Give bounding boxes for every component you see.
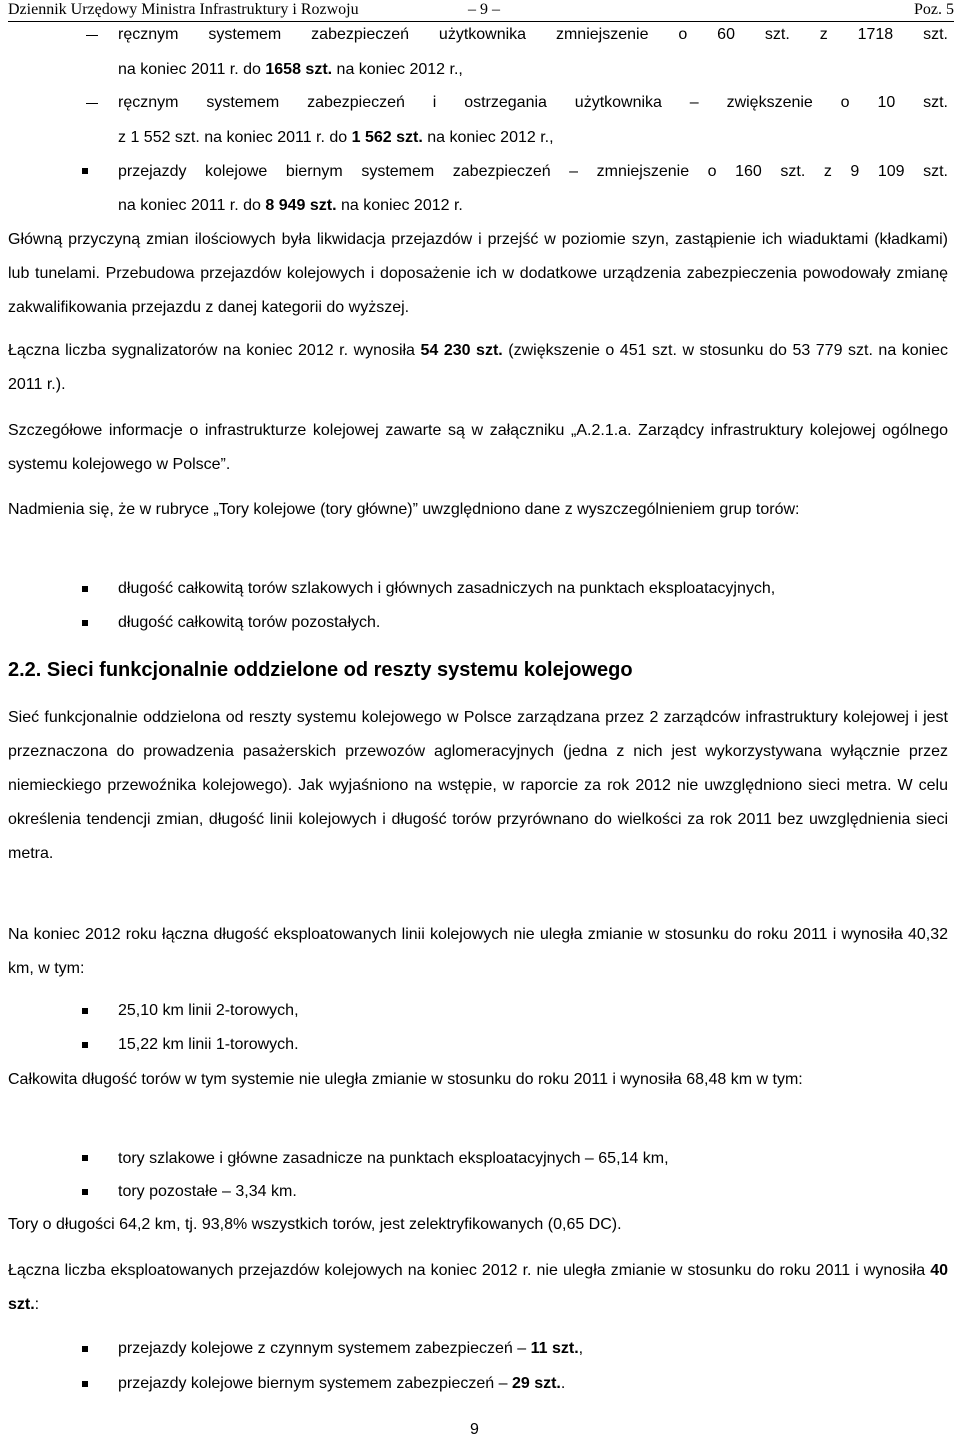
square-bullet [82,586,88,592]
header-page: – 9 – [468,1,500,18]
list-item: 15,22 km linii 1-torowych. [118,1036,299,1053]
paragraph: Na koniec 2012 roku łączna długość eksploatowanych linii kolejowych nie uległa zmianie w stosunku do roku 2011 i wynosiła 40,32 km, w tym: [8,926,948,977]
header-position: Poz. 5 [914,1,954,18]
list-item: długość całkowitą torów szlakowych i głównych zasadniczych na punktach eksploatacyjnych, [118,580,776,597]
paragraph: Całkowita długość torów w tym systemie nie uległa zmianie w stosunku do roku 2011 i wynosiła 68,48 km w tym: [8,1071,803,1088]
paragraph: Główną przyczyną zmian ilościowych była likwidacja przejazdów i przejść w poziomie szyn, zastąpienie ich wiaduktami (kładkami) lub tunelami. Przebudowa przejazdów kolejowych i doposażenie ich w dodatkowe urządzenia zabezpieczenia powodowały zmianę zakwalifikowania przejazdu z danej kategorii do wyższej. [8,231,948,316]
list-item: przejazdy kolejowe biernym systemem zabezpieczeń – 29 szt.. [118,1375,566,1392]
list-item: 25,10 km linii 2-torowych, [118,1002,299,1019]
square-bullet [82,1155,88,1161]
dash-bullet [86,103,98,104]
paragraph: Łączna liczba sygnalizatorów na koniec 2012 r. wynosiła 54 230 szt. (zwiększenie o 451 szt. w stosunku do 53 779 szt. na koniec 2011 r.). [8,342,949,393]
dash-bullet [86,35,98,36]
list-item-line: ręcznym systemem zabezpieczeń i ostrzegania użytkownika – zwiększenie o 10 szt. [118,94,948,111]
list-item: tory pozostałe – 3,34 km. [118,1183,297,1200]
list-item-line: na koniec 2011 r. do 1658 szt. na koniec 2012 r., [118,61,463,78]
list-item: przejazdy kolejowe z czynnym systemem zabezpieczeń – 11 szt., [118,1340,584,1357]
square-bullet [82,168,88,174]
square-bullet [82,1381,88,1387]
list-item: tory szlakowe i główne zasadnicze na punktach eksploatacyjnych – 65,14 km, [118,1150,669,1167]
journal-title: Dziennik Urzędowy Ministra Infrastruktury i Rozwoju [8,1,359,18]
page-number: 9 [470,1421,479,1438]
square-bullet [82,1008,88,1014]
paragraph: Nadmienia się, że w rubryce „Tory kolejowe (tory główne)” uwzględniono dane z wyszczególnieniem grup torów: [8,501,800,518]
section-heading: 2.2. Sieci funkcjonalnie oddzielone od reszty systemu kolejowego [8,659,633,681]
paragraph: Sieć funkcjonalnie oddzielona od reszty systemu kolejowego w Polsce zarządzana przez 2 zarządców infrastruktury kolejowej i jest przeznaczona do prowadzenia pasażerskich przewozów aglomeracyjnych (jedna z nich jest wykorzystywana wyłącznie przez niemieckiego przewoźnika kolejowego). Jak wyjaśniono na wstępie, w raporcie za rok 2012 nie uwzględniono sieci metra. W celu określenia tendencji zmian, długość linii kolejowych i długość torów przyrównano do wielkości za rok 2011 bez uwzględnienia sieci metra. [8,709,948,862]
square-bullet [82,1189,88,1195]
paragraph: Szczegółowe informacje o infrastrukturze kolejowej zawarte są w załączniku „A.2.1.a. Zarządcy infrastruktury kolejowej ogólnego systemu kolejowego w Polsce”. [8,422,948,473]
list-item-line: przejazdy kolejowe biernym systemem zabezpieczeń – zmniejszenie o 160 szt. z 9 109 szt. [118,163,948,180]
square-bullet [82,1346,88,1352]
list-item-line: ręcznym systemem zabezpieczeń użytkownika zmniejszenie o 60 szt. z 1718 szt. [118,26,948,43]
square-bullet [82,1042,88,1048]
list-item-line: z 1 552 szt. na koniec 2011 r. do 1 562 szt. na koniec 2012 r., [118,129,554,146]
list-item-line: na koniec 2011 r. do 8 949 szt. na koniec 2012 r. [118,197,463,214]
paragraph: Łączna liczba eksploatowanych przejazdów kolejowych na koniec 2012 r. nie uległa zmianie w stosunku do roku 2011 i wynosiła 40 szt.: [8,1262,948,1313]
list-item: długość całkowitą torów pozostałych. [118,614,381,631]
paragraph: Tory o długości 64,2 km, tj. 93,8% wszystkich torów, jest zelektryfikowanych (0,65 DC). [8,1216,622,1233]
square-bullet [82,620,88,626]
